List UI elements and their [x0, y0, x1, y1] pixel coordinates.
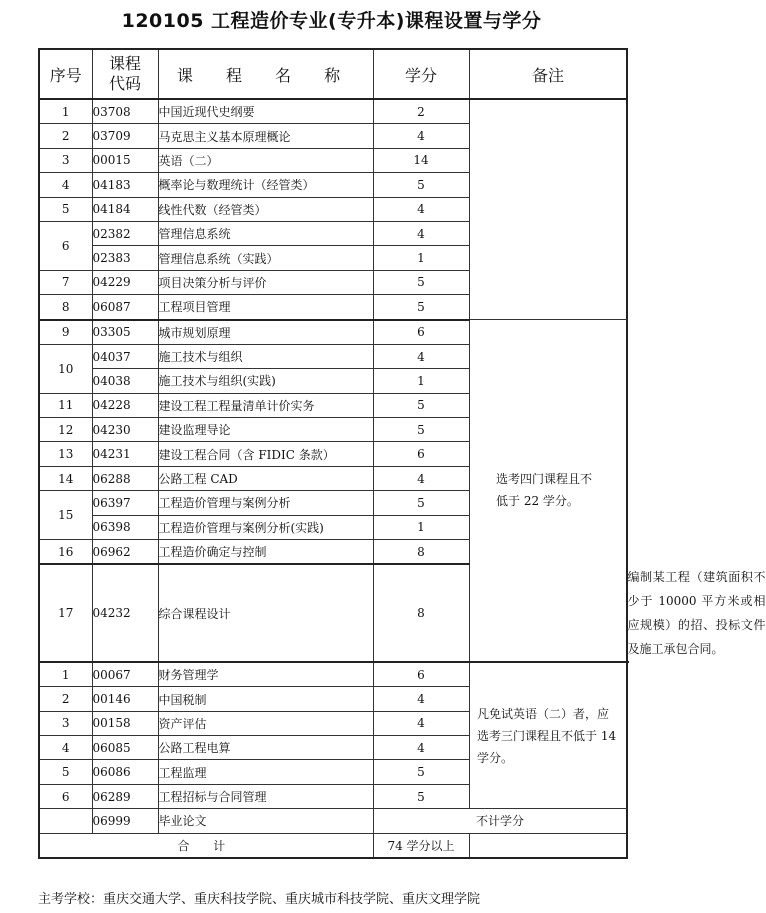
name-cell: 工程监理	[158, 760, 373, 784]
name-cell: 工程造价管理与案例分析(实践)	[158, 515, 373, 539]
code-cell: 00067	[92, 662, 158, 687]
credit-cell: 8	[373, 564, 469, 662]
credit-cell: 8	[373, 540, 469, 565]
credit-cell: 5	[373, 295, 469, 320]
name-cell: 中国税制	[158, 687, 373, 711]
name-cell: 线性代数（经管类）	[158, 197, 373, 221]
code-cell: 03709	[92, 124, 158, 148]
name-cell: 财务管理学	[158, 662, 373, 687]
credit-cell: 5	[373, 784, 469, 808]
credit-cell: 4	[373, 124, 469, 148]
name-cell: 资产评估	[158, 711, 373, 735]
code-cell: 06087	[92, 295, 158, 320]
table-row	[39, 662, 627, 687]
note-exempt: 凡免试英语（二）者，应选考三门课程且不低于 14 学分。	[469, 662, 627, 809]
code-cell: 00015	[92, 148, 158, 172]
credit-cell: 6	[373, 442, 469, 466]
seq-cell: 12	[39, 418, 92, 442]
name-cell: 中国近现代史纲要	[158, 99, 373, 124]
credit-cell: 不计学分	[373, 809, 627, 833]
name-cell: 工程造价管理与案例分析	[158, 491, 373, 515]
table-row	[39, 99, 627, 124]
header-note: 备注	[469, 49, 627, 99]
name-cell: 项目决策分析与评价	[158, 270, 373, 294]
total-label: 合 计	[39, 833, 373, 858]
course-table	[38, 48, 766, 859]
total-value: 74 学分以上	[373, 833, 469, 858]
credit-cell: 5	[373, 393, 469, 417]
table-row	[39, 809, 627, 833]
credit-cell: 5	[373, 491, 469, 515]
seq-cell: 1	[39, 99, 92, 124]
seq-cell: 17	[39, 564, 92, 662]
name-cell: 毕业论文	[158, 809, 373, 833]
seq-cell: 8	[39, 295, 92, 320]
seq-cell: 10	[39, 344, 92, 393]
credit-cell: 5	[373, 270, 469, 294]
credit-cell: 4	[373, 711, 469, 735]
credit-cell: 1	[373, 369, 469, 393]
seq-cell: 3	[39, 148, 92, 172]
seq-cell: 2	[39, 687, 92, 711]
credit-cell: 6	[373, 662, 469, 687]
header-seq: 序号	[39, 49, 92, 99]
name-cell: 建设工程工程量清单计价实务	[158, 393, 373, 417]
footer-schools: 主考学校：重庆交通大学、重庆科技学院、重庆城市科技学院、重庆文理学院	[38, 892, 481, 907]
total-note-empty	[469, 833, 627, 858]
seq-cell: 16	[39, 540, 92, 565]
name-cell: 建设工程合同（含 FIDIC 条款）	[158, 442, 373, 466]
code-cell: 04184	[92, 197, 158, 221]
seq-cell: 4	[39, 173, 92, 197]
seq-cell: 13	[39, 442, 92, 466]
code-cell: 06085	[92, 736, 158, 760]
code-cell: 02383	[92, 246, 158, 270]
code-cell: 04229	[92, 270, 158, 294]
code-cell: 04183	[92, 173, 158, 197]
code-cell: 03708	[92, 99, 158, 124]
seq-cell: 11	[39, 393, 92, 417]
code-cell: 04228	[92, 393, 158, 417]
credit-cell: 4	[373, 466, 469, 490]
code-cell: 03305	[92, 320, 158, 345]
code-cell: 02382	[92, 221, 158, 245]
code-cell: 04037	[92, 344, 158, 368]
code-cell: 06288	[92, 466, 158, 490]
seq-cell: 2	[39, 124, 92, 148]
header-code: 课程 代码	[92, 49, 158, 99]
header-name: 课 程 名 称	[158, 49, 373, 99]
credit-cell: 4	[373, 344, 469, 368]
seq-cell: 1	[39, 662, 92, 687]
name-cell: 施工技术与组织	[158, 344, 373, 368]
header-row	[39, 49, 627, 99]
credit-cell: 6	[373, 320, 469, 345]
page-title: 120105 工程造价专业(专升本)课程设置与学分	[121, 10, 542, 32]
seq-cell: 6	[39, 784, 92, 808]
code-cell: 04231	[92, 442, 158, 466]
code-cell: 04232	[92, 564, 158, 662]
table-row	[39, 320, 627, 345]
name-cell: 公路工程 CAD	[158, 466, 373, 490]
name-cell: 概率论与数理统计（经管类）	[158, 173, 373, 197]
code-cell: 04038	[92, 369, 158, 393]
name-cell: 建设监理导论	[158, 418, 373, 442]
header-credit: 学分	[373, 49, 469, 99]
credit-cell: 4	[373, 736, 469, 760]
code-cell: 06086	[92, 760, 158, 784]
credit-cell: 4	[373, 197, 469, 221]
seq-cell: 15	[39, 491, 92, 540]
credit-cell: 4	[373, 221, 469, 245]
seq-cell: 9	[39, 320, 92, 345]
name-cell: 管理信息系统	[158, 221, 373, 245]
seq-cell: 6	[39, 221, 92, 270]
name-cell: 管理信息系统（实践）	[158, 246, 373, 270]
credit-cell: 2	[373, 99, 469, 124]
seq-cell: 3	[39, 711, 92, 735]
note-cell-empty	[469, 99, 627, 320]
name-cell: 施工技术与组织(实践)	[158, 369, 373, 393]
name-cell: 马克思主义基本原理概论	[158, 124, 373, 148]
name-cell: 工程造价确定与控制	[158, 540, 373, 565]
code-cell: 06999	[92, 809, 158, 833]
seq-cell	[39, 809, 92, 833]
note-elective: 选考四门课程且不低于 22 学分。	[469, 320, 627, 662]
credit-cell: 5	[373, 760, 469, 784]
name-cell: 公路工程电算	[158, 736, 373, 760]
credit-cell: 5	[373, 173, 469, 197]
credit-cell: 5	[373, 418, 469, 442]
seq-cell: 7	[39, 270, 92, 294]
name-cell: 工程项目管理	[158, 295, 373, 320]
credit-cell: 4	[373, 687, 469, 711]
table-row: 17 04232 综合课程设计 8 编制某工程（建筑面积不少于 10000 平方米或相应规模）的招、投标文件及施工承包合同。	[39, 564, 627, 662]
seq-cell: 4	[39, 736, 92, 760]
code-cell: 00146	[92, 687, 158, 711]
seq-cell: 5	[39, 760, 92, 784]
code-cell: 06397	[92, 491, 158, 515]
name-cell: 城市规划原理	[158, 320, 373, 345]
total-row	[39, 833, 627, 858]
code-cell: 06962	[92, 540, 158, 565]
code-cell: 06289	[92, 784, 158, 808]
credit-cell: 1	[373, 515, 469, 539]
name-cell: 工程招标与合同管理	[158, 784, 373, 808]
credit-cell: 14	[373, 148, 469, 172]
credit-cell: 1	[373, 246, 469, 270]
code-cell: 06398	[92, 515, 158, 539]
code-cell: 00158	[92, 711, 158, 735]
seq-cell: 5	[39, 197, 92, 221]
code-cell: 04230	[92, 418, 158, 442]
name-cell: 综合课程设计	[158, 564, 373, 662]
name-cell: 英语（二）	[158, 148, 373, 172]
seq-cell: 14	[39, 466, 92, 490]
